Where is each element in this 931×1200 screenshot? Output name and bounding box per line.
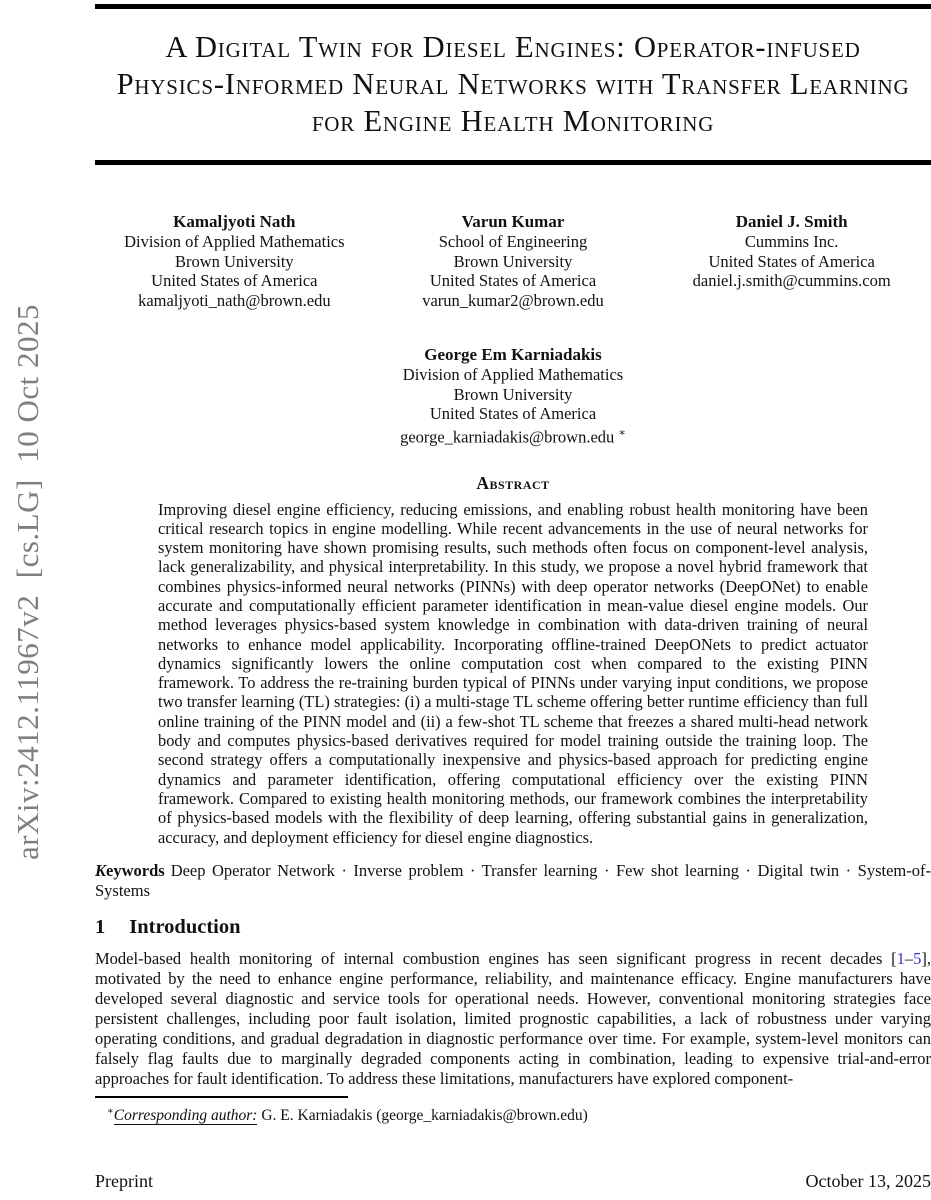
author-name: Varun Kumar bbox=[461, 212, 565, 231]
page-footer bbox=[95, 1171, 931, 1192]
author-name: George Em Karniadakis bbox=[424, 345, 602, 364]
top-rule bbox=[95, 4, 931, 9]
author-block-1 bbox=[95, 211, 374, 310]
author-block-3 bbox=[652, 211, 931, 310]
title-line-2: Physics-Informed Neural Networks with Transfer Learning bbox=[116, 67, 910, 101]
authors-row bbox=[95, 211, 931, 310]
section-number: 1 bbox=[95, 915, 106, 938]
author-country: United States of America bbox=[429, 271, 597, 290]
author-university: Brown University bbox=[453, 384, 573, 404]
corresponding-author-footnote bbox=[95, 1102, 931, 1125]
author-name: Daniel J. Smith bbox=[735, 212, 848, 231]
paper-title bbox=[95, 29, 931, 140]
footer-date: October 13, 2025 bbox=[805, 1171, 931, 1191]
abstract-heading: Abstract bbox=[476, 472, 550, 493]
author-country: United States of America bbox=[429, 404, 597, 423]
author-affiliation: School of Engineering bbox=[438, 232, 588, 251]
corresponding-author-row bbox=[95, 344, 931, 447]
paper-body bbox=[95, 0, 931, 1125]
author-email bbox=[400, 424, 626, 447]
keywords-line bbox=[95, 861, 931, 901]
footnote-label: Corresponding author: bbox=[113, 1107, 258, 1124]
arxiv-stamp-text: arXiv:2412.11967v2 [cs.LG] 10 Oct 2025 bbox=[10, 303, 46, 861]
title-bottom-rule bbox=[95, 160, 931, 165]
footnote-text: G. E. Karniadakis (george_karniadakis@brown.edu) bbox=[257, 1107, 588, 1124]
author-email: varun_kumar2@brown.edu bbox=[422, 290, 604, 310]
author-country: United States of America bbox=[708, 251, 875, 271]
citation-range-dash: – bbox=[904, 948, 914, 968]
abstract-text: Improving diesel engine efficiency, reducing emissions, and enabling robust health monitoring have been critical research topics in engine modelling. While recent advancements in the use of neural networks for system monitoring have shown promising results, such methods often focus on component-level analysis, lack generalizability, and physical interpretability. In this study, we propose a novel hybrid framework that combines physics-informed neural networks (PINNs) with deep operator networks (DeepONet) to enable accurate and computationally efficient parameter identification in mean-value diesel engine models. Our method leverages physics-based system knowledge in combination with data-driven training of neural networks to enhance model applicability. Incorporating offline-trained DeepONets to predict actuator dynamics significantly lowers the online computation cost when compared to the existing PINN framework. To address the re-training burden typical of PINNs under varying input conditions, we propose two transfer learning (TL) strategies: (i) a multi-stage TL scheme offering better runtime efficiency than full online training of the PINN model and (ii) a few-shot TL scheme that freezes a shared multi-head network body and computes physics-based derivatives required for model training outside the training loop. The second strategy offers a computationally inexpensive and physics-based approach for predicting engine dynamics and parameter identification, offering computational efficiency over the existing PINN framework. Compared to existing health monitoring methods, our framework combines the interpretability of physics-based models with the flexibility of deep learning, offering substantial gains in generalization, accuracy, and deployment efficiency for diesel engine diagnostics. bbox=[158, 499, 868, 847]
author-university: Brown University bbox=[174, 251, 294, 271]
keywords-text: Deep Operator Network · Inverse problem · Transfer learning · Few shot learning · Digital twin · System-of-Systems bbox=[95, 860, 931, 900]
author-affiliation: Division of Applied Mathematics bbox=[402, 365, 624, 384]
keywords-label: Keywords bbox=[95, 860, 165, 880]
citation-link-1[interactable]: 1 bbox=[896, 948, 905, 968]
author-affiliation: Division of Applied Mathematics bbox=[124, 232, 345, 251]
corresponding-author-mark: ∗ bbox=[618, 426, 626, 439]
footer-preprint-label: Preprint bbox=[95, 1171, 153, 1191]
author-name: Kamaljyoti Nath bbox=[173, 212, 296, 231]
author-email: kamaljyoti_nath@brown.edu bbox=[138, 290, 331, 310]
author-email: daniel.j.smith@cummins.com bbox=[692, 271, 891, 290]
author-email-text: george_karniadakis@brown.edu bbox=[400, 427, 615, 446]
author-company: Cummins Inc. bbox=[744, 232, 839, 251]
section-title: Introduction bbox=[129, 915, 241, 938]
title-line-1: A Digital Twin for Diesel Engines: Operator-infused bbox=[165, 30, 861, 64]
author-country: United States of America bbox=[151, 271, 318, 290]
intro-text-after-citation: ], motivated by the need to enhance engine performance, reliability, and maintenance efficacy. Engine manufacturers have developed several diagnostic and service tools for operational needs. However, conventional monitoring strategies face persistent challenges, including poor fault isolation, limited prognostic capabilities, a lack of robustness under varying operating conditions, and gradual degradation in diagnostic performance over time. For example, system-level monitors can falsely flag faults due to marginally degraded components acting in combination, leading to expensive trial-and-error approaches for fault identification. To address these limitations, manufacturers have explored component- bbox=[95, 948, 931, 1088]
author-university: Brown University bbox=[453, 251, 573, 271]
author-block-2 bbox=[374, 211, 653, 310]
footnote-rule bbox=[95, 1096, 348, 1098]
footnote-mark: ∗ bbox=[107, 1105, 114, 1117]
citation-link-5[interactable]: 5 bbox=[913, 948, 922, 968]
arxiv-sidebar bbox=[0, 0, 56, 1164]
intro-text-before-citation: Model-based health monitoring of internal combustion engines has seen significant progress in recent decades [ bbox=[95, 948, 897, 968]
author-block-4 bbox=[400, 344, 626, 447]
section-1-heading bbox=[95, 916, 931, 939]
introduction-paragraph bbox=[95, 949, 931, 1089]
title-line-3: for Engine Health Monitoring bbox=[311, 104, 715, 138]
